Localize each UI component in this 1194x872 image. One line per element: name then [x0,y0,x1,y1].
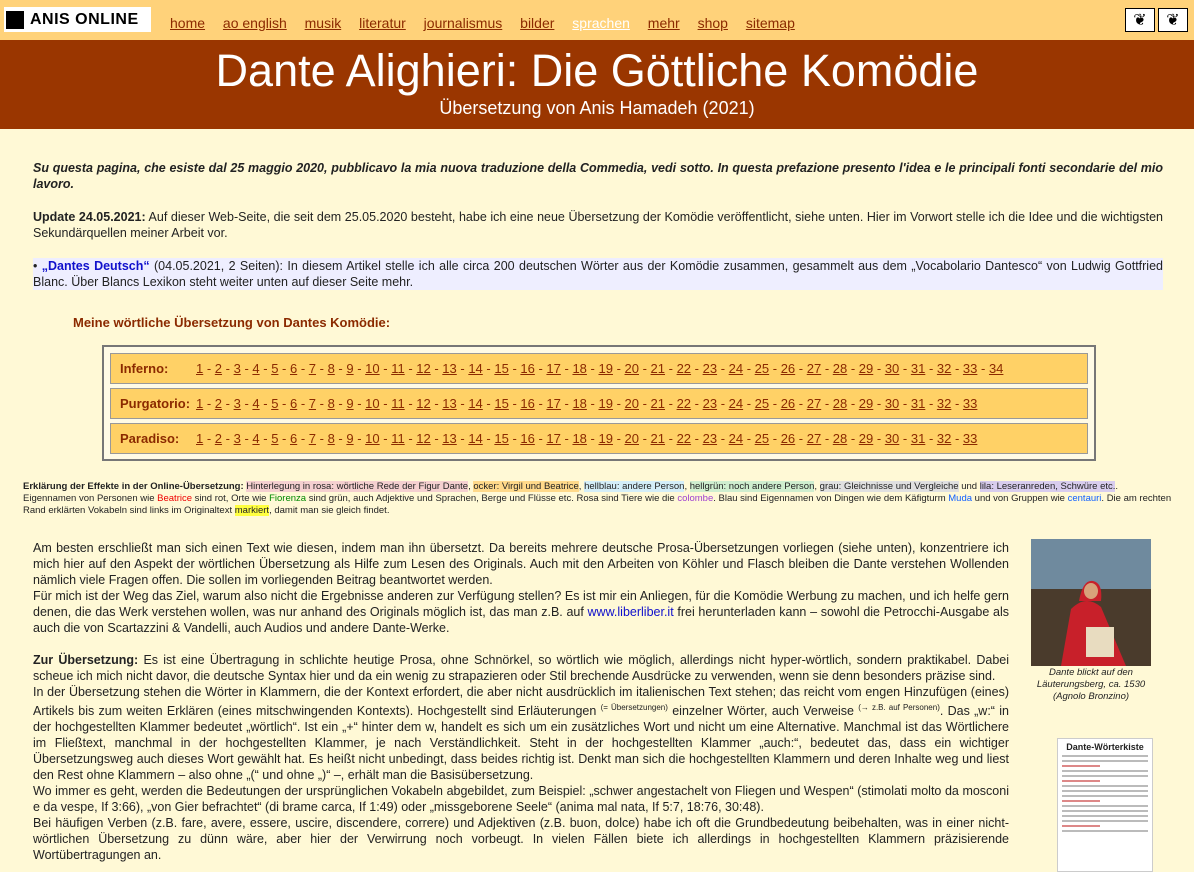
dantes-deutsch-link[interactable]: „Dantes Deutsch“ [41,259,150,273]
nav-mehr[interactable]: mehr [647,15,680,31]
thumb-line [1062,800,1100,802]
canto-link[interactable]: 1 [196,361,204,376]
canto-separator: - [259,361,272,376]
legend-blau: hellblau: andere Person [584,481,685,492]
canto-link[interactable]: 13 [442,431,457,446]
canto-separator: - [743,396,755,411]
canto-separator: - [404,361,417,376]
canto-link[interactable]: 22 [676,361,692,376]
canto-links [196,424,977,453]
body-paragraph: einzelner Wörter, auch Verweise [667,704,859,719]
canto-link[interactable]: 27 [806,396,822,411]
legend-text: und von Gruppen wie [972,493,1068,504]
superscript-note: (= Übersetzungen) [600,703,668,712]
canto-separator: - [259,431,272,446]
canto-separator: - [821,396,833,411]
butterfly-icon[interactable]: ❦ [1125,8,1155,32]
canto-link[interactable]: 21 [650,431,666,446]
legend-rosa: Hinterlegung in rosa: wörtliche Rede der Figur Dante [246,481,469,492]
canto-link[interactable]: 2 [214,396,223,411]
legend-text: , damit man sie gleich findet. [269,505,390,516]
canto-link[interactable]: 3 [233,361,241,376]
canto-separator: - [508,361,521,376]
canto-link[interactable]: 19 [598,361,613,376]
canto-link[interactable]: 25 [754,396,770,411]
canto-link[interactable]: 30 [884,361,900,376]
canto-link[interactable]: 24 [728,431,744,446]
canto-link[interactable]: 32 [936,361,952,376]
canto-link[interactable]: 28 [832,431,848,446]
portrait-caption: Dante blickt auf den Läuterungsberg, ca. 1530 (Agnolo Bronzino) [1036,667,1146,702]
canto-link[interactable]: 23 [702,431,718,446]
canto-link[interactable]: 26 [780,361,796,376]
canto-link[interactable]: 7 [308,361,317,376]
canto-separator: - [925,361,937,376]
canto-link[interactable]: 10 [365,396,380,411]
canto-separator: - [379,361,392,376]
canto-separator: - [586,431,599,446]
canto-separator: - [691,396,703,411]
canto-link[interactable]: 11 [391,431,405,446]
canto-separator: - [560,361,573,376]
canto-separator: - [638,361,651,376]
canto-separator: - [482,361,495,376]
legend-text: . Blau sind Eigennamen von Dingen wie dem Käfigturm [713,493,949,504]
canto-link[interactable]: 22 [676,431,692,446]
legend-group-example: centauri [1067,493,1102,504]
canto-separator: - [316,361,328,376]
canto-link[interactable]: 8 [327,431,335,446]
canto-separator: - [899,396,911,411]
intro-body [33,540,1009,636]
canto-link[interactable]: 23 [702,361,718,376]
nav-home[interactable]: home [170,15,206,31]
canto-separator: - [259,396,272,411]
canto-link[interactable]: 31 [910,431,926,446]
canto-link[interactable]: 10 [365,361,380,376]
canto-link[interactable]: 25 [754,361,770,376]
translation-heading: Meine wörtliche Übersetzung von Dantes Komödie: [73,315,391,330]
canto-row-label: Inferno: [120,361,169,376]
canto-link[interactable]: 27 [806,431,822,446]
canto-separator: - [821,361,833,376]
canto-link[interactable]: 30 [884,396,900,411]
canto-link[interactable]: 24 [728,396,744,411]
canto-link[interactable]: 20 [624,361,639,376]
canto-link[interactable]: 33 [962,396,978,411]
notes-label: Zur Übersetzung: [33,653,139,667]
canto-separator: - [847,431,859,446]
canto-separator: - [430,361,443,376]
canto-separator: - [560,431,573,446]
canto-separator: - [769,396,781,411]
bullet: • [33,259,42,273]
page-banner [0,40,1194,129]
canto-link[interactable]: 15 [494,361,509,376]
canto-separator: - [456,431,469,446]
canto-separator: - [612,361,625,376]
canto-link[interactable]: 27 [806,361,822,376]
thumb-line [1062,785,1148,787]
legend-thing-example: Muda [948,493,973,504]
canto-separator: - [508,396,521,411]
canto-separator: - [334,431,347,446]
thumb-line [1062,795,1148,797]
canto-separator: - [534,431,547,446]
canto-separator: - [873,396,885,411]
canto-separator: - [508,431,521,446]
canto-link[interactable]: 28 [832,361,848,376]
canto-separator: - [638,396,651,411]
canto-separator: - [278,396,290,411]
canto-separator: - [404,431,417,446]
canto-link[interactable]: 5 [271,361,279,376]
canto-separator: - [203,396,215,411]
canto-separator: - [222,431,234,446]
canto-link[interactable]: 16 [520,431,535,446]
canto-separator: - [691,431,703,446]
canto-link[interactable]: 7 [308,431,317,446]
canto-separator: - [717,431,729,446]
dantes-deutsch-text: (04.05.2021, 2 Seiten): In diesem Artikel stelle ich alle circa 200 deutschen Wörter aus der Komödie zusammen, gesammelt aus dem „Vocabolario Dantesco“ von Ludwig Gottfried Blanc. Über Blancs Lexikon steht weiter unten auf dieser Seite mehr. [33,259,1163,289]
thumb-line [1062,770,1148,772]
canto-separator: - [586,396,599,411]
canto-link[interactable]: 12 [416,361,431,376]
canto-link[interactable]: 9 [346,396,354,411]
canto-separator: - [534,361,547,376]
canto-separator: - [353,431,366,446]
canto-separator: - [873,431,885,446]
canto-separator: - [353,396,366,411]
liberliber-link[interactable]: www.liberliber.it [587,605,674,619]
canto-link[interactable]: 24 [728,361,744,376]
canto-row-purgatorio [110,388,1088,419]
thumb-line [1062,790,1148,792]
top-bar [0,0,1194,40]
body-paragraph: Es ist eine Übertragung in schlichte heutige Prosa, ohne Schnörkel, so wörtlich wie möglich, allerdings nicht hyper-wörtlich, sondern praktikabel. Dabei scheue ich mich nicht davor, die deutsche Syntax hier und da ein wenig zu strapazieren oder Stil brechende Ausdrücke zu verwenden, wenn sie denn besonders präzise sind. [33,653,1009,683]
canto-separator: - [534,396,547,411]
canto-separator: - [240,361,253,376]
canto-link[interactable]: 34 [988,361,1004,376]
logo-icon [6,11,24,29]
canto-link[interactable]: 26 [780,431,796,446]
canto-separator: - [586,361,599,376]
canto-index [102,345,1096,461]
canto-row-paradiso [110,423,1088,454]
canto-separator: - [769,431,781,446]
nav-bilder[interactable]: bilder [520,15,555,31]
canto-separator: - [334,361,347,376]
canto-link[interactable]: 17 [546,361,561,376]
canto-separator: - [951,396,963,411]
legend-person-example: Beatrice [157,493,193,504]
canto-link[interactable]: 4 [252,431,260,446]
canto-separator: - [665,361,677,376]
portrait-image [1031,539,1151,666]
canto-link[interactable]: 8 [327,396,335,411]
canto-link[interactable]: 6 [289,431,298,446]
canto-separator: - [795,396,807,411]
canto-link[interactable]: 11 [391,396,405,411]
body-paragraph: Für mich ist der Weg das Ziel, warum also nicht die Ergebnisse anderen zur Verfügung stellen? Es ist mir ein Anliegen, für die Komödie Werbung zu machen, und ich helfe gern denen, die das Werk verstehen wollen, was nur anhand des Originals möglich ist, das man z.B. auf [33,589,1009,619]
update-paragraph [33,209,1163,241]
canto-separator: - [482,396,495,411]
canto-separator: - [743,431,755,446]
canto-link[interactable]: 33 [962,431,978,446]
canto-link[interactable]: 23 [702,396,718,411]
canto-separator: - [717,396,729,411]
thumb-line [1062,755,1148,757]
legend-lead: Erklärung der Effekte in der Online-Übersetzung: [23,481,244,492]
canto-separator: - [278,361,290,376]
canto-separator: - [612,431,625,446]
canto-link[interactable]: 1 [196,431,204,446]
canto-links [196,389,977,418]
canto-link[interactable]: 30 [884,431,900,446]
canto-link[interactable]: 11 [391,361,405,376]
canto-separator: - [430,396,443,411]
canto-separator: - [379,431,392,446]
canto-link[interactable]: 3 [233,396,241,411]
canto-link[interactable]: 19 [598,396,613,411]
canto-separator: - [691,361,703,376]
update-text: Auf dieser Web-Seite, die seit dem 25.05.2020 besteht, habe ich eine neue Übersetzung der Komödie veröffentlicht, siehe unten. Hier im Vorwort stelle ich die Idee und die wichtigsten Sekundärquellen meiner Arbeit vor. [33,210,1163,240]
canto-link[interactable]: 20 [624,396,639,411]
canto-link[interactable]: 6 [289,396,298,411]
canto-link[interactable]: 18 [572,396,587,411]
canto-separator: - [482,431,495,446]
canto-link[interactable]: 14 [468,396,483,411]
body-paragraph: frei herunterladen kann – sowohl die Petrocchi-Ausgabe als auch die von Scartazzini & Vandelli, auch Audios und andere Dante-Werke. [33,605,1009,635]
canto-link[interactable]: 17 [546,431,561,446]
canto-separator: - [297,361,309,376]
canto-separator: - [873,361,885,376]
canto-link[interactable]: 12 [416,396,431,411]
canto-link[interactable]: 9 [346,361,354,376]
canto-separator: - [821,431,833,446]
legend-text: sind grün, auch Adjektive und Sprachen, Berge und Flüsse etc. Rosa sind Tiere wie die [306,493,678,504]
canto-separator: - [925,431,937,446]
nav-journalismus[interactable]: journalismus [423,15,503,31]
canto-separator: - [240,431,253,446]
canto-separator: - [456,361,469,376]
effects-legend: Erklärung der Effekte in der Online-Übersetzung: Hinterlegung in rosa: wörtliche Rede der Figur Dante, ocker: Virgil und Beatrice, hellblau: andere Person, hellgrün: noch andere Person, grau: Gleichnisse und Vergleiche und lila: Leseranreden, Schwüre etc.. Eigennamen von Personen wie Beatrice sind rot, Orte wie Fiorenza sind grün, auch Adjektive und Sprachen, Berge und Flüsse etc. Rosa sind Tiere wie die colombe. Blau sind Eigennamen von Dingen wie dem Käfigturm Muda und von Gruppen wie centauri. Die am rechten Rand erklärten Vokabeln sind links im Originaltext markiert, damit man sie gleich findet. [23,481,1172,516]
canto-link[interactable]: 3 [233,431,241,446]
canto-link[interactable]: 4 [252,361,260,376]
canto-link[interactable]: 4 [252,396,260,411]
canto-separator: - [899,361,911,376]
canto-separator: - [847,396,859,411]
logo-text: ANIS ONLINE [30,10,139,28]
woerterkiste-title: Dante-Wörterkiste [1066,742,1144,752]
canto-link[interactable]: 10 [365,431,380,446]
dantes-deutsch-paragraph [33,258,1163,290]
canto-separator: - [795,361,807,376]
canto-separator: - [925,396,937,411]
canto-separator: - [222,361,234,376]
legend-text: . Die am rechten Rand erklärten Vokabeln sind links im Originaltext [23,493,1172,516]
legend-text: . Eigennamen von Personen wie [23,481,1119,504]
canto-link[interactable]: 16 [520,361,535,376]
canto-separator: - [203,361,215,376]
canto-separator: - [951,361,963,376]
canto-link[interactable]: 6 [289,361,298,376]
canto-link[interactable]: 1 [196,396,204,411]
canto-separator: - [297,396,309,411]
canto-link[interactable]: 17 [546,396,561,411]
canto-link[interactable]: 15 [494,431,509,446]
butterfly-icon[interactable]: ❦ [1158,8,1188,32]
canto-row-label: Purgatorio: [120,396,191,411]
canto-separator: - [456,396,469,411]
canto-separator: - [899,431,911,446]
body-paragraph: Am besten erschließt man sich einen Text wie diesen, indem man ihn übersetzt. Da bereits mehrere deutsche Prosa-Übersetzungen vorliegen (siehe unten), konzentriere ich mich hier auf den Aspekt der wörtlichen Übersetzung als Hilfe zum Lesen des Originals. Auch mit den Arbeiten von Köhler und Flasch bleiben die Dante verstehen Wollenden nämlich viele Fragen offen. Die sollen im vorliegenden Beitrag beantwortet werden. [33,541,1009,587]
canto-separator: - [316,431,328,446]
canto-row-inferno [110,353,1088,384]
nav-ao-english[interactable]: ao english [222,15,287,31]
main-nav [170,15,809,31]
canto-separator: - [795,431,807,446]
canto-separator: - [560,396,573,411]
nav-musik[interactable]: musik [304,15,342,31]
body-paragraph: Bei häufigen Verben (z.B. fare, avere, essere, uscire, discendere, correre) und Adjektiven (z.B. buon, dolce) habe ich oft die Grundbedeutung beibehalten, was in einer nicht-wörtlichen Übersetzung zu dünn wäre, aber hier der Verwirrung noch vorbeugt. In vielen Fällen biete ich allerdings in hochgestellten Klammern präzisierende Wortübertragungen an. [33,816,1009,863]
canto-separator: - [203,431,215,446]
canto-link[interactable]: 33 [962,361,978,376]
body-paragraph: . Das „w:“ in der hochgestellten Klammer bedeutet „wörtlich“. Ist ein „+“ hinter dem w, handelt es sich um ein zusätzliches Wort und nicht um eine Alternative. Manchmal ist das Wörtlichere im Fließtext, manchmal in der hochgestellten Klammer, je nach Verständlichkeit. Steht in der hochgestellten Klammer „auch:“, bedeutet das, dass ein wichtiger Übersetzungsweg auch dieses Wort gewählt hat. Es heißt nicht unbedingt, dass beides richtig ist. Denkt man sich die hochgestellten Klammern und deren Inhalte weg und liest den Rest ohne Klammern – also ohne „(“ und ohne „)“ –, erhält man die Basisübersetzung. [33,704,1009,783]
canto-link[interactable]: 31 [910,361,926,376]
canto-link[interactable]: 13 [442,361,457,376]
canto-separator: - [278,431,290,446]
canto-link[interactable]: 29 [858,361,874,376]
canto-separator: - [334,396,347,411]
nav-sitemap[interactable]: sitemap [745,15,795,31]
thumb-line [1062,760,1148,762]
canto-link[interactable]: 29 [858,396,874,411]
canto-link[interactable]: 2 [214,361,223,376]
canto-separator: - [404,396,417,411]
site-logo[interactable] [4,7,151,32]
thumb-line [1062,825,1100,827]
canto-separator: - [379,396,392,411]
legend-animal-example: colombe [677,493,714,504]
canto-link[interactable]: 9 [346,431,354,446]
thumb-line [1062,830,1148,832]
canto-link[interactable]: 12 [416,431,431,446]
translation-notes [33,652,1009,863]
canto-link[interactable]: 22 [676,396,692,411]
superscript-note: (→ z.B. auf Personen) [858,703,940,712]
canto-separator: - [717,361,729,376]
canto-link[interactable]: 14 [468,431,483,446]
canto-links [196,354,1003,383]
nav-literatur[interactable]: literatur [359,15,406,31]
update-label: Update 24.05.2021: [33,210,146,224]
canto-link[interactable]: 25 [754,431,770,446]
legend-marked-example: markiert [234,505,270,516]
language-switch [1122,8,1188,32]
legend-place-example: Fiorenza [269,493,307,504]
canto-link[interactable]: 21 [650,361,666,376]
canto-link[interactable]: 18 [572,361,587,376]
canto-link[interactable]: 20 [624,431,639,446]
canto-link[interactable]: 32 [936,431,952,446]
legend-grau: grau: Gleichnisse und Vergleiche [819,481,959,492]
canto-link[interactable]: 31 [910,396,926,411]
legend-lila: lila: Leseranreden, Schwüre etc. [979,481,1116,492]
canto-separator: - [612,396,625,411]
page-subtitle: Übersetzung von Anis Hamadeh (2021) [439,98,755,118]
dante-portrait[interactable] [1031,539,1151,666]
canto-link[interactable]: 5 [271,431,279,446]
nav-sprachen[interactable]: sprachen [572,15,630,31]
canto-separator: - [430,431,443,446]
canto-separator: - [769,361,781,376]
canto-link[interactable]: 7 [308,396,317,411]
canto-separator: - [222,396,234,411]
canto-separator: - [240,396,253,411]
canto-separator: - [977,361,989,376]
canto-link[interactable]: 32 [936,396,952,411]
legend-ocker: ocker: Virgil und Beatrice [473,481,579,492]
canto-row-label: Paradiso: [120,431,180,446]
intro-italian: Su questa pagina, che esiste dal 25 maggio 2020, pubblicavo la mia nuova traduzione della Commedia, vedi sotto. In questa prefazione presento l'idea e le principali fonti secondarie del mio lavoro. [33,161,1163,191]
legend-gruen: hellgrün: noch andere Person [689,481,815,492]
thumb-line [1062,780,1100,782]
canto-link[interactable]: 21 [650,396,666,411]
canto-link[interactable]: 26 [780,396,796,411]
canto-link[interactable]: 18 [572,431,587,446]
canto-link[interactable]: 14 [468,361,483,376]
thumb-line [1062,765,1100,767]
canto-link[interactable]: 2 [214,431,223,446]
nav-shop[interactable]: shop [697,15,728,31]
canto-separator: - [353,361,366,376]
body-paragraph: In der Übersetzung stehen die Wörter in Klammern, die der Kontext erfordert, die aber nicht ausdrücklich im italienischen Text stehen; das reicht vom engen Hinzufügen (eines) Artikels bis zum weiten Erklären (eines mitschwingenden Kontexts). Hochgestellt sind Erläuterungen [33,685,1009,719]
canto-separator: - [297,431,309,446]
thumb-line [1062,810,1148,812]
canto-link[interactable]: 15 [494,396,509,411]
thumb-line [1062,805,1148,807]
legend-und: und [961,481,978,492]
canto-separator: - [951,431,963,446]
canto-separator: - [665,431,677,446]
canto-link[interactable]: 28 [832,396,848,411]
legend-text: sind rot, Orte wie [192,493,270,504]
canto-link[interactable]: 13 [442,396,457,411]
canto-separator: - [316,396,328,411]
woerterkiste-thumbnail[interactable] [1057,738,1153,872]
canto-separator: - [638,431,651,446]
canto-separator: - [743,361,755,376]
canto-link[interactable]: 5 [271,396,279,411]
page-title: Dante Alighieri: Die Göttliche Komödie [215,45,979,96]
canto-link[interactable]: 29 [858,431,874,446]
canto-link[interactable]: 16 [520,396,535,411]
canto-link[interactable]: 8 [327,361,335,376]
thumb-line [1062,820,1148,822]
thumb-line [1062,775,1148,777]
canto-link[interactable]: 19 [598,431,613,446]
canto-separator: - [847,361,859,376]
thumb-line [1062,815,1148,817]
body-paragraph: Wo immer es geht, werden die Bedeutungen der ursprünglichen Vokabeln abgebildet, zum Beispiel: „schwer angestachelt von Fliegen und Wespen“ (stimolati molto da mosconi e da vespe, If 3:66), „von Gier befrachtet“ (di brame carca, If 1:49) oder „missgeborene Seele“ (anima mal nata, If 5:7, 18:76, 30:48). [33,784,1009,815]
canto-separator: - [665,396,677,411]
